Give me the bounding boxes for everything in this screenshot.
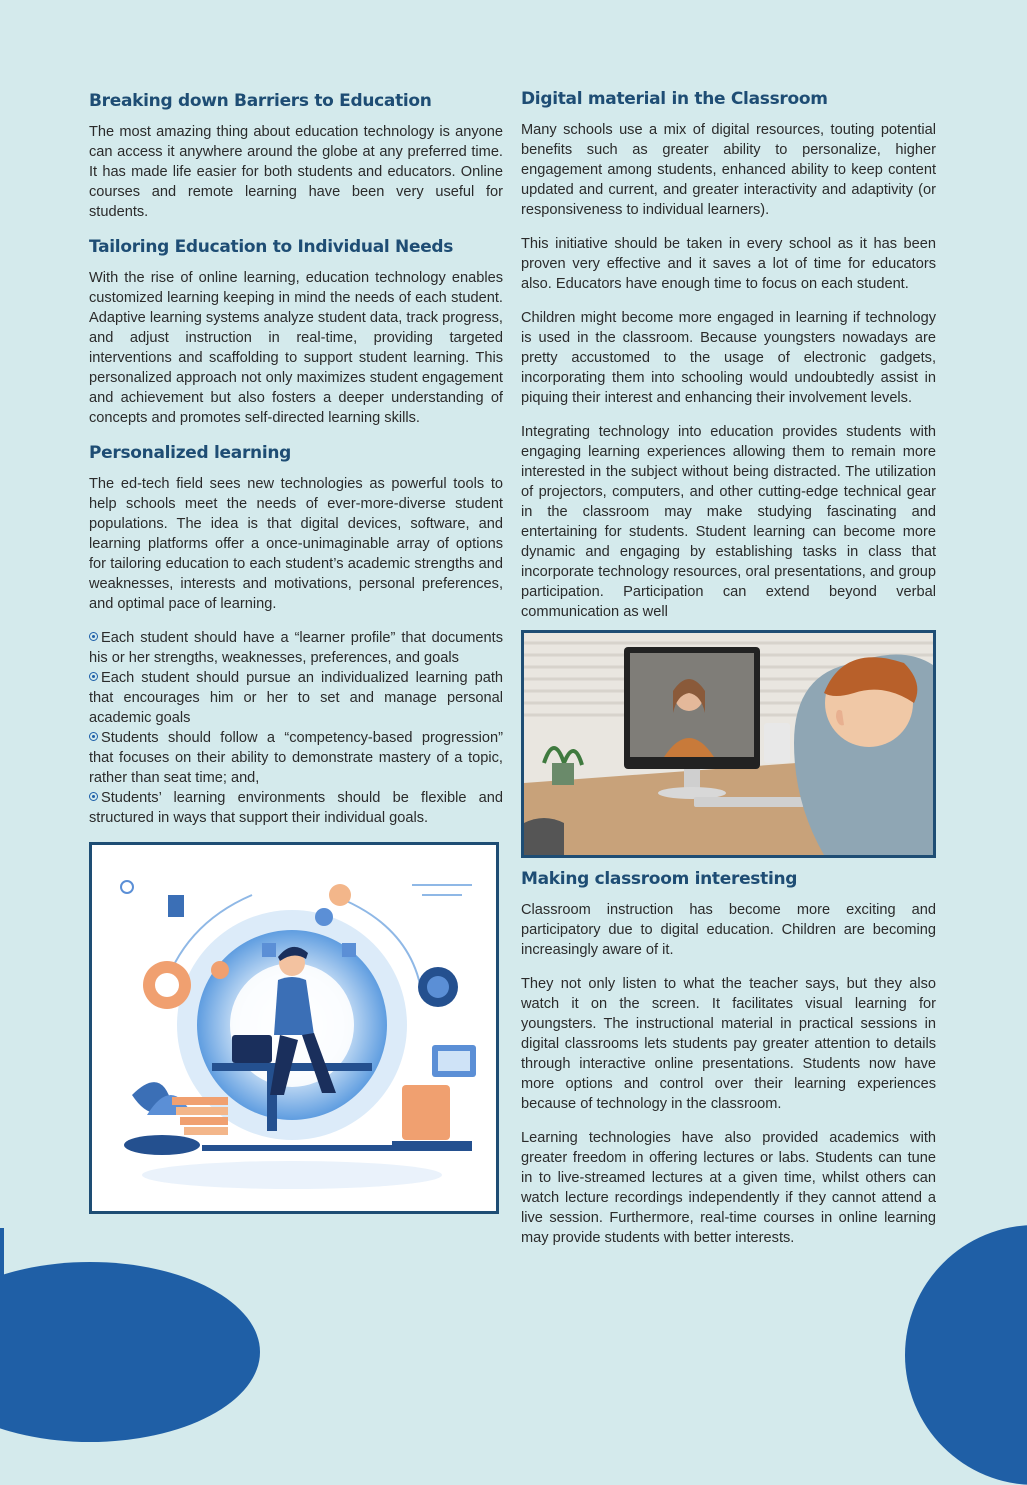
radio-bullet-icon <box>89 732 98 741</box>
radio-bullet-icon <box>89 792 98 801</box>
list-item: Students’ learning environments should be flexible and structured in ways that support their individual goals. <box>89 790 503 826</box>
list-item: Each student should have a “learner profile” that documents his or her strengths, weaknesses, preferences, and goals <box>89 630 503 666</box>
section-breaking-barriers <box>89 90 503 222</box>
section-heading: Personalized learning <box>89 443 292 463</box>
section-heading: Making classroom interesting <box>521 869 798 889</box>
bullet-list <box>89 628 503 828</box>
section-tailoring-education <box>89 236 503 428</box>
section-heading: Breaking down Barriers to Education <box>89 91 432 111</box>
classroom-photo <box>521 630 936 858</box>
paragraph: Many schools use a mix of digital resources, touting potential benefits such as greater ability to personalize, higher engagement among students, enhanced ability to keep content updated and current, and greater interactivity and adaptivity (or responsiveness to individual learners). <box>521 122 936 218</box>
paragraph: This initiative should be taken in every school as it has been proven very effective and it saves a lot of time for educators also. Educators have enough time to focus on each student. <box>521 236 936 292</box>
paragraph: The most amazing thing about education technology is anyone can access it anywhere around the globe at any preferred time. It has made life easier for both students and educators. Online courses and remote learning have been very useful for students. <box>89 124 503 220</box>
edtech-illustration <box>89 842 499 1214</box>
decorative-wave-left <box>0 1262 260 1442</box>
section-digital-material <box>521 88 936 622</box>
section-heading: Tailoring Education to Individual Needs <box>89 237 454 257</box>
right-column <box>521 88 936 1262</box>
list-item: Each student should pursue an individualized learning path that encourages him or her to set and manage personal academic goals <box>89 670 503 726</box>
left-column <box>89 90 503 1214</box>
boy-video-call-photo <box>524 633 933 855</box>
paragraph: The ed-tech field sees new technologies as powerful tools to help schools meet the needs of ever-more-diverse student populations. The idea is that digital devices, software, and learning platforms offer a once-unimaginable array of options for tailoring education to each student’s academic strengths and weaknesses, interests and motivations, personal preferences, and optimal pace of learning. <box>89 476 503 612</box>
paragraph: Children might become more engaged in learning if technology is used in the classroom. Because youngsters nowadays are pretty accustomed to the usage of electronic gadgets, incorporating them into schooling would undoubtedly assist in piquing their interest and enhancing their involvement levels. <box>521 310 936 406</box>
list-item: Students should follow a “competency-based progression” that focuses on their ability to demonstrate mastery of a topic, rather than seat time; and, <box>89 730 503 786</box>
paragraph: Integrating technology into education provides students with engaging learning experiences allowing them to remain more interested in the subject without being distracted. The utilization of projectors, computers, and other cutting-edge technical gear in the classroom may make studying fascinating and entertaining for students. Student learning can become more dynamic and engaging by establishing tasks in class that incorporate technology resources, oral presentations, and group participation. Participation can extend beyond verbal communication as well <box>521 424 936 620</box>
paragraph: With the rise of online learning, education technology enables customized learning keeping in mind the needs of each student. Adaptive learning systems analyze student data, track progress, and adjust instruction in real-time, providing targeted interventions and scaffolding to support student learning. This personalized approach not only maximizes student engagement and achievement but also fosters a deeper understanding of concepts and promotes self-directed learning skills. <box>89 270 503 426</box>
decorative-circle-right <box>905 1225 1027 1485</box>
paragraph: Learning technologies have also provided academics with greater freedom in offering lectures or labs. Students can tune in to live-streamed lectures at a given time, whilst others can watch lecture recordings independently if they cannot attend a live session. Furthermore, real-time courses in online learning may provide students with better interests. <box>521 1130 936 1246</box>
paragraph: Classroom instruction has become more exciting and participatory due to digital education. Children are becoming increasingly aware of it. <box>521 902 936 958</box>
student-laptop-illustration <box>92 845 496 1211</box>
radio-bullet-icon <box>89 632 98 641</box>
paragraph: They not only listen to what the teacher says, but they also watch it on the screen. It facilitates visual learning for youngsters. The instructional material in practical sessions in digital classrooms lets students pay greater attention to details through interactive online presentations. Students now have more options and control over their learning experiences because of technology in the classroom. <box>521 976 936 1112</box>
radio-bullet-icon <box>89 672 98 681</box>
section-making-classroom-interesting <box>521 868 936 1248</box>
section-heading: Digital material in the Classroom <box>521 89 828 109</box>
section-personalized-learning <box>89 442 503 828</box>
